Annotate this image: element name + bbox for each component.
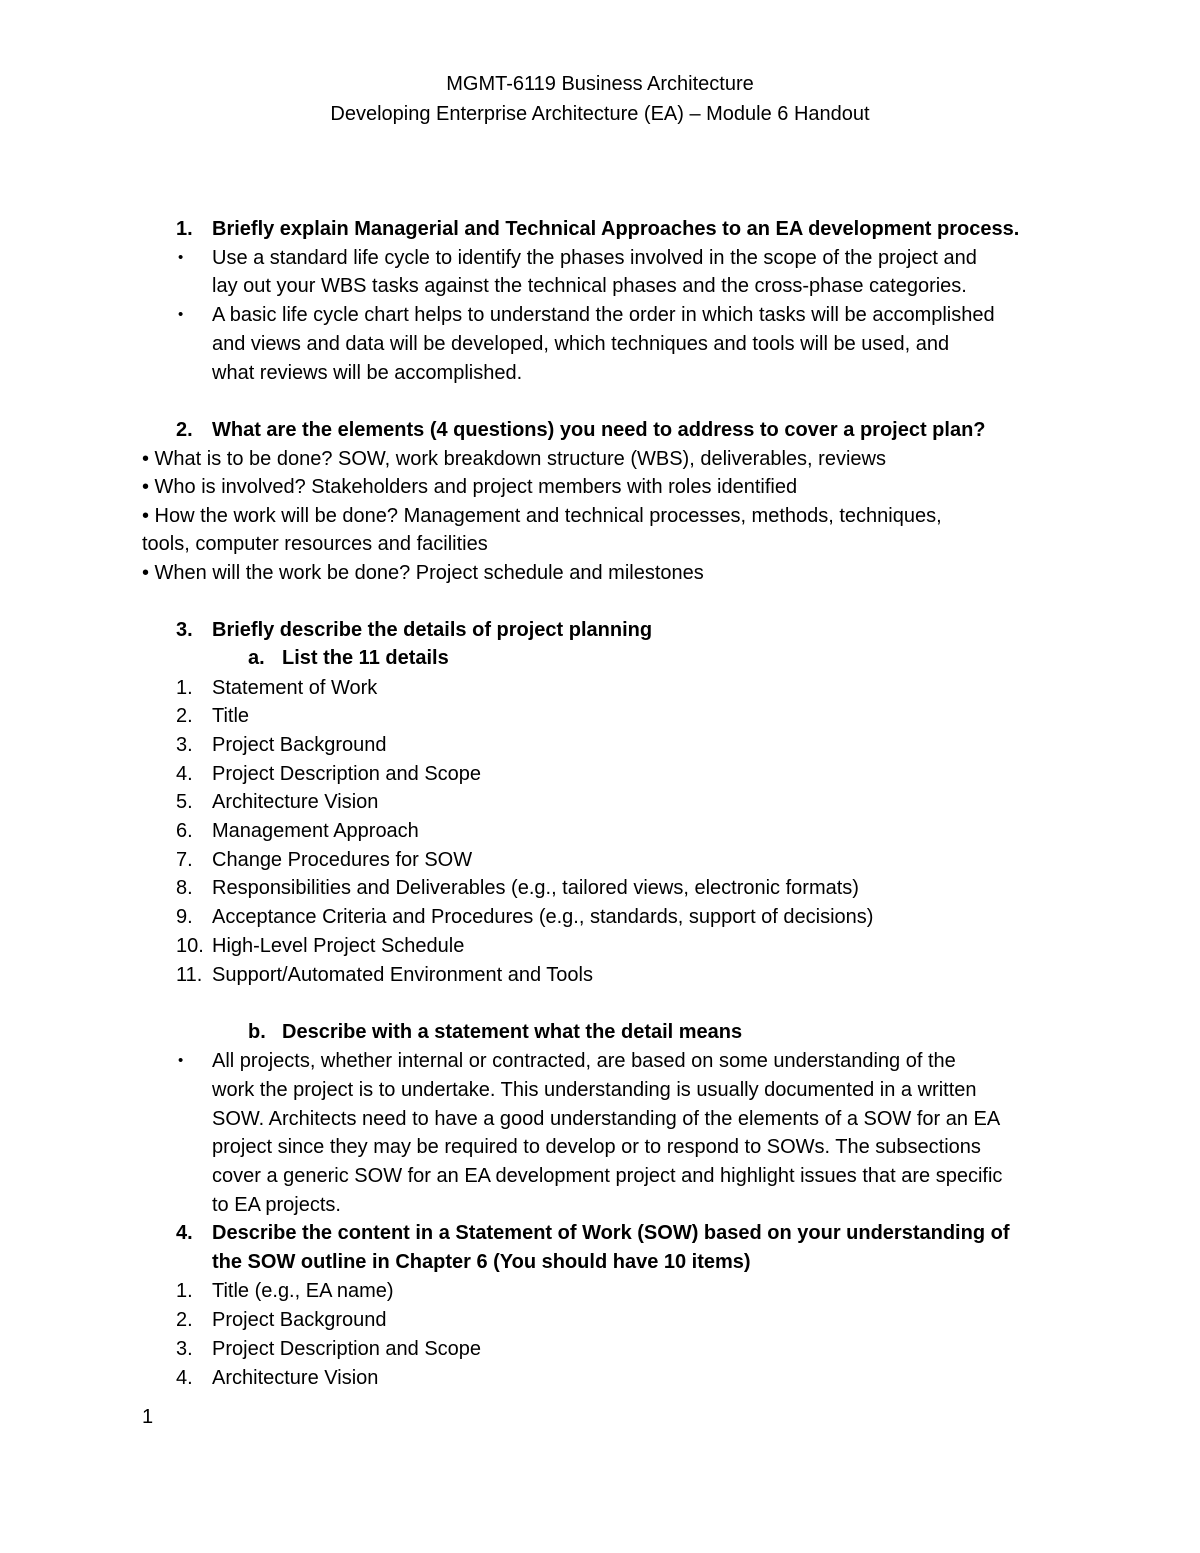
- q2-line: tools, computer resources and facilities: [142, 533, 488, 555]
- q4-number: 4.: [176, 1222, 193, 1244]
- q1-number: 1.: [176, 218, 193, 240]
- page-number: 1: [142, 1406, 154, 1428]
- course-title: MGMT-6119 Business Architecture: [446, 73, 754, 95]
- q4-question: Describe the content in a Statement of Work (SOW) based on your understanding of: [212, 1222, 1010, 1244]
- q2-line: • Who is involved? Stakeholders and project members with roles identified: [142, 476, 798, 498]
- document-page: MGMT-6119 Business Architecture Developing Enterprise Architecture (EA) – Module 6 Handout 1. Briefly explain Managerial and Technical Approaches to an EA development process. • Use a standard life cycle to identify the phases involved in the scope of the project and lay out your WBS tasks against the technical phases and the cross-phase categories. • A basic life cycle chart helps to understand the order in which tasks will be accomplished and views and data will be developed, which techniques and tools will be used, and what reviews will be accomplished. 2. What are the elements (4 questions) you need to address to cover a project plan? • What is to be done? SOW, work breakdown structure (WBS), deliverables, reviews • Who is involved? Stakeholders and project members with roles identified • How the work will be done? Management and technical processes, methods, techniques, tools, computer resources and facilities • When will the work be done? Project schedule and milestones 3. Briefly describe the details of project planning a. List the 11 details 1. Statement of Work 2. Title 3. Project Background 4. Project Description and Scope 5. Architecture Vision 6. Management Approach 7. Change Procedures for SOW 8. Responsibilities and Deliverables (e.g., tailored views, electronic formats) 9. Acceptance Criteria and Procedures (e.g., standards, support of decisions) 10. High-Level Project Schedule 11. Support/Automated Environment and Tools b. Describe with a statement what the detail means • All projects, whether internal or contracted, are based on some understanding of the work the project is to undertake. This understanding is usually documented in a written SOW. Architects need to have a good understanding of the elements of a SOW for an EA project since they may be required to develop or to respond to SOWs. The subsections cover a generic SOW for an EA development project and highlight issues that are specific to EA projects. 4. Describe the content in a Statement of Work (SOW) based on your understanding of the SOW outline in Chapter 6 (You should have 10 items) 1. Title (e.g., EA name) 2. Project Background 3. Project Description and Scope 4. Architecture Vision 1: [0, 0, 1200, 1553]
- q3-question: Briefly describe the details of project planning: [212, 619, 653, 641]
- q2-line: • What is to be done? SOW, work breakdown structure (WBS), deliverables, reviews: [142, 448, 886, 470]
- bullet-icon: •: [178, 1052, 184, 1069]
- bullet-icon: •: [178, 306, 184, 323]
- handout-subtitle: Developing Enterprise Architecture (EA) – Module 6 Handout: [330, 103, 870, 125]
- q3-number: 3.: [176, 619, 193, 641]
- q1-question: Briefly explain Managerial and Technical Approaches to an EA development process.: [212, 218, 1020, 240]
- bullet-icon: •: [178, 249, 184, 266]
- q2-line: • When will the work be done? Project schedule and milestones: [142, 562, 704, 584]
- q2-line: • How the work will be done? Management and technical processes, methods, techniques,: [142, 505, 942, 527]
- q2-number: 2.: [176, 419, 193, 441]
- q2-question: What are the elements (4 questions) you need to address to cover a project plan?: [212, 419, 986, 441]
